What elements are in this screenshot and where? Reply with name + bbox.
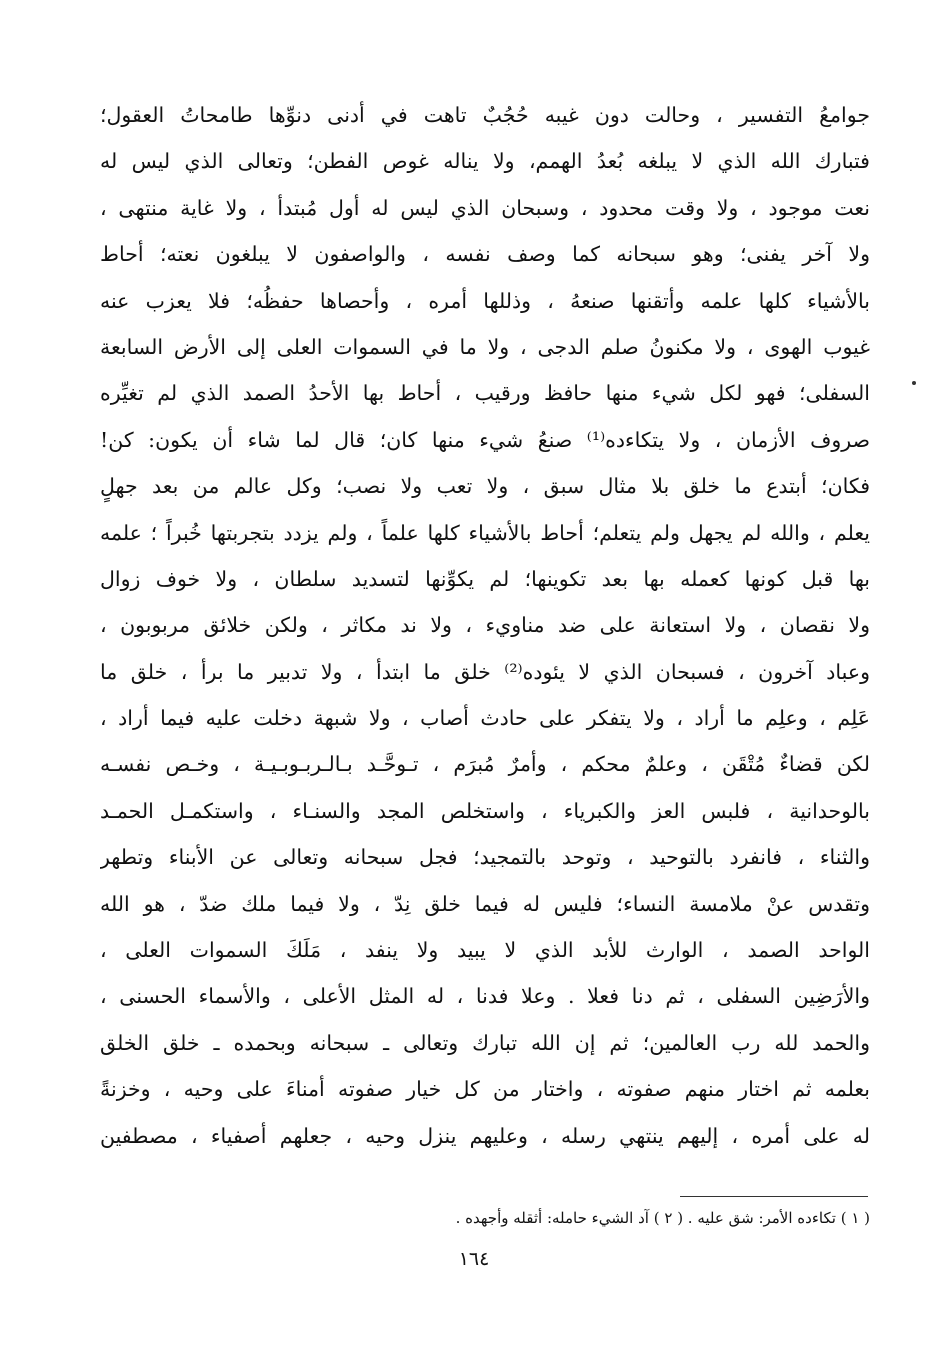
- page-number: ١٦٤: [458, 1248, 490, 1270]
- text-line-8: صروف الأزمان ، ولا يتكاءده⁽¹⁾ صنعُ شيء منها كان؛ قال لما شاء أن يكون: كن!: [100, 427, 870, 452]
- text-line-22: بعلمه ثم اختار منهم صفوته ، واختار من كل خيار صفوته أمناءَ على وحيه ، وخزنةً: [100, 1077, 870, 1102]
- text-line-19: الواحد الصمد ، الوارث للأبد الذي لا يبيد ولا ينفد ، مَلَكَ السموات العلى ،: [100, 938, 870, 963]
- text-line-7: السفلى؛ فهو لكل شيء منها حافظ ورقيب ، أحاط بها الأحدُ الصمد الذي لم تغيِّره: [100, 381, 870, 406]
- text-line-23: له على أمره ، إليهم ينتهي رسله ، وعليهم ينزل وحيه ، جعلهم أصفياء ، مصطفين: [100, 1123, 870, 1148]
- text-line-10: يعلم ، والله لم يجهل ولم يتعلم؛ أحاط بالأشياء كلها علماً ، ولم يزدد بتجربتها خُبراً ؛ علمه: [100, 520, 870, 545]
- text-line-14: عَلِم ، وعلِم ما أراد ، ولا يتفكر على حادث أصاب ، ولا شبهة دخلت عليه فيما أراد ،: [100, 706, 870, 731]
- body-text: [100, 92, 870, 1159]
- text-line-20: والأرَضِين السفلى ، ثم دنا فعلا . وعلا فدنا ، له المثل الأعلى ، والأسماء الحسنى ،: [100, 984, 870, 1009]
- text-line-11: بها قبل كونها كعمله بها بعد تكوينها؛ لم يكوِّنها لتسديد سلطان ، ولا خوف زوال: [100, 566, 870, 591]
- text-line-15: لكن قضاءٌ مُتْقَن ، وعلمٌ محكم ، وأمرٌ مُبرَم ، تـوحَّـد بـالـربـوبـيـة ، وخـص نفسـه: [100, 752, 870, 777]
- text-line-13: وعباد آخرون ، فسبحان الذي لا يئوده⁽²⁾ خلق ما ابتدأ ، ولا تدبير ما برأ ، خلق ما: [100, 659, 870, 684]
- footnote-divider: [680, 1196, 868, 1197]
- text-line-16: بالوحدانية ، فلبس العز والكبرياء ، واستخلص المجد والسنـاء ، واستكمـل الحمـد: [100, 798, 870, 823]
- text-line-21: والحمد لله رب العالمين؛ ثم إن الله تبارك وتعالى ـ سبحانه وبحمده ـ خلق الخلق: [100, 1030, 870, 1055]
- margin-dot: [912, 381, 916, 385]
- footnote-text: ( ١ ) تكاءده الأمر: شق عليه . ( ٢ ) آد الشيء حامله: أثقله وأجهده .: [455, 1209, 870, 1227]
- text-line-4: ولا آخر يفنى؛ وهو سبحانه كما وصف نفسه ، والواصفون لا يبلغون نعته؛ أحاط: [100, 242, 870, 267]
- text-line-2: فتبارك الله الذي لا يبلغه بُعدُ الهمم، ولا يناله غوص الفطن؛ وتعالى الذي ليس له: [100, 149, 870, 174]
- text-line-12: ولا نقصان ، ولا استعانة على ضد مناويء ، ولا ند مكاثر ، ولكن خلائق مربوبون ،: [100, 613, 870, 638]
- text-line-3: نعت موجود ، ولا وقت محدود ، وسبحان الذي ليس له أول مُبتدأ ، ولا غاية منتهى ،: [100, 195, 870, 220]
- text-line-6: غيوب الهوى ، ولا مكنونُ صلم الدجى ، ولا ما في السموات العلى إلى الأرض السابعة: [100, 334, 870, 359]
- text-line-5: بالأشياء كلها علمه وأتقنها صنعهُ ، وذللها أمره ، وأحصاها حفظُه؛ فلا يعزب عنه: [100, 288, 870, 313]
- text-line-18: وتقدس عنْ ملامسة النساء؛ فليس له فيما خلق نِدّ ، ولا فيما ملك ضدّ ، هو الله: [100, 891, 870, 916]
- text-line-17: والثناء ، فانفرد بالتوحيد ، وتوحد بالتمجيد؛ فجل سبحانه وتعالى عن الأبناء وتطهر: [100, 845, 870, 870]
- text-line-9: فكان؛ أبتدع ما خلق بلا مثال سبق ، ولا تعب ولا نصب؛ وكل عالم من بعد جهلٍ: [100, 474, 870, 499]
- text-line-1: جوامعُ التفسير ، وحالت دون غيبه حُجُبٌ تاهت في أدنى دنوِّها طامحاتُ العقول؛: [100, 103, 870, 127]
